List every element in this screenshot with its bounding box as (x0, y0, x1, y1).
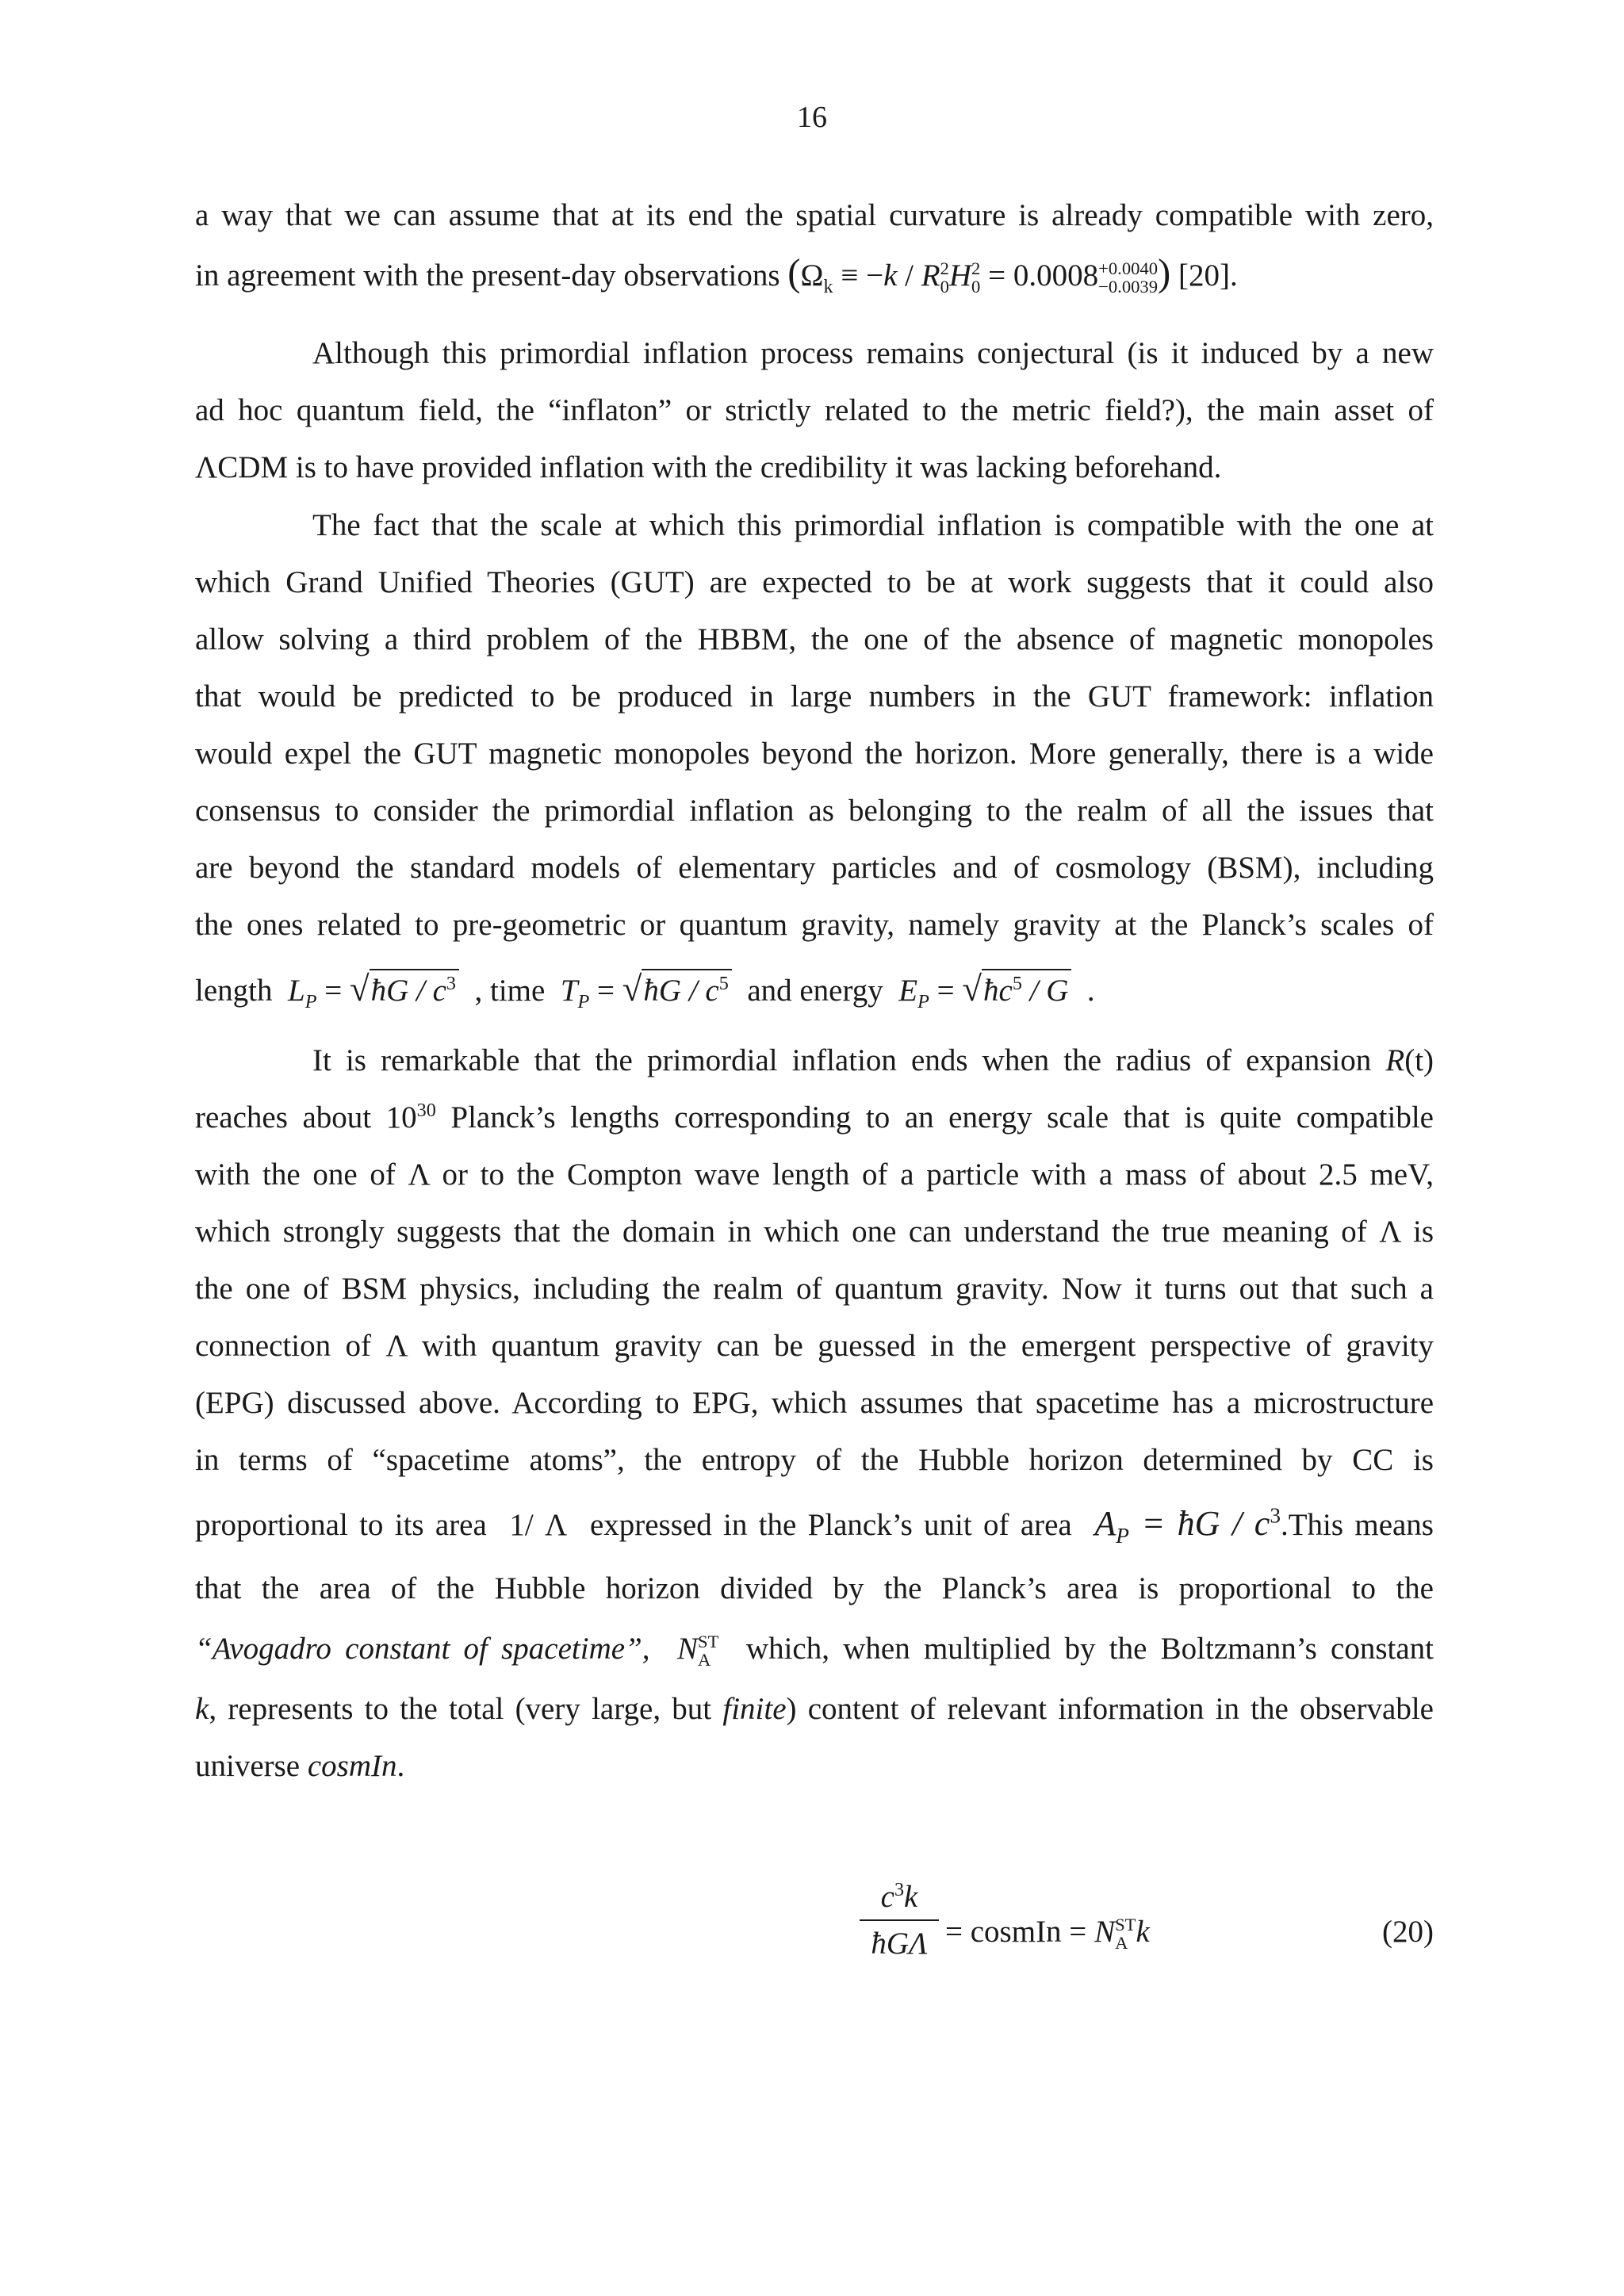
paragraph-4-line-8: in terms of “spacetime atoms”, the entropy of the Hubble horizon determined by CC is (195, 1443, 1434, 1477)
planck-area-formula: $A_P$ = ħG / $c^3$ (1094, 1503, 1281, 1548)
paragraph-1-line-2-text: in agreement with the present-day observations (195, 258, 780, 293)
planck-time-formula: $T_P$ = √ħG / $c^5$ (561, 974, 740, 1008)
paragraph-1-line-1: a way that we can assume that at its end the spatial curvature is already compatible with zero, (195, 198, 1434, 232)
paragraph-3-line-1: The fact that the scale at which this primordial inflation is compatible with the one at (312, 508, 1434, 542)
citation-20: [20]. (1178, 258, 1238, 293)
equation-20-denominator: ħGΛ (871, 1927, 928, 1961)
planck-energy-formula: $E_P$ = $√ħc^5$ / G (898, 974, 1079, 1008)
paragraph-4-line-7: (EPG) discussed above. According to EPG, which assumes that spacetime has a microstructure (195, 1386, 1434, 1420)
paragraph-4-line-10: that the area of the Hubble horizon divided by the Planck’s area is proportional to the (195, 1571, 1434, 1605)
paragraph-2-line-2: ad hoc quantum field, the “inflaton” or strictly related to the metric field?), the main asset of (195, 393, 1434, 427)
paragraph-4-line-5: the one of BSM physics, including the realm of quantum gravity. Now it turns out that such a (195, 1272, 1434, 1306)
paragraph-4-line-4: which strongly suggests that the domain in which one can understand the true meaning of Λ is (195, 1215, 1434, 1249)
paragraph-3-line-4: that would be predicted to be produced in large numbers in the GUT framework: inflation (195, 679, 1434, 714)
paragraph-2 (195, 325, 1434, 496)
paragraph-3 (195, 497, 1434, 1026)
paragraph-4-line-12: k, represents to the total (very large, but finite) content of relevant information in the observable (195, 1692, 1434, 1726)
paragraph-2-line-1: Although this primordial inflation process remains conjectural (is it induced by a new (312, 336, 1434, 370)
paragraph-3-line-7: are beyond the standard models of elementary particles and of cosmology (BSM), including (195, 851, 1434, 885)
planck-length-formula: $L_P$ = √ħG / $c^3$ (288, 974, 467, 1008)
equation-20 (195, 1879, 1434, 1990)
paragraph-4-line-11: “Avogadro constant of spacetime”, N ST A which, when multiplied by the Boltzmann’s constant (195, 1632, 1434, 1670)
paragraph-4 (195, 1032, 1434, 1795)
paragraph-1-line-2 (195, 244, 1434, 304)
inverse-lambda: 1/ Λ (509, 1508, 568, 1542)
avogadro-spacetime-symbol: N ST A (677, 1632, 719, 1670)
paragraph-3-line-8: the ones related to pre-geometric or quantum gravity, namely gravity at the Planck’s scales of (195, 908, 1434, 942)
paragraph-4-line-3: with the one of Λ or to the Compton wave length of a particle with a mass of about 2.5 meV, (195, 1158, 1434, 1192)
paragraph-3-line-5: would expel the GUT magnetic monopoles beyond the horizon. More generally, there is a wide (195, 737, 1434, 771)
equation-20-rhs: = cosmIn = N ST A k (945, 1915, 1150, 1954)
paragraph-3-line-9: length $L_P$ = √ħG / $c^3$ , time $T_P$ = √ħG / $c^5$ and energy $E_P$ = $√ħc^5$ / G . (195, 969, 1095, 1012)
equation-20-numerator: $c^3k$ (860, 1879, 939, 1921)
paragraph-2-line-3: ΛCDM is to have provided inflation with the credibility it was lacking beforehand. (195, 450, 1222, 484)
paragraph-4-line-13: universe cosmIn. (195, 1749, 405, 1783)
paragraph-1 (195, 187, 1434, 304)
paragraph-4-line-2: reaches about $10^{30}$ Planck’s lengths corresponding to an energy scale that is quite compatible (195, 1100, 1434, 1135)
paragraph-3-line-2: which Grand Unified Theories (GUT) are expected to be at work suggests that it could also (195, 565, 1434, 599)
paragraph-4-line-9: proportional to its area 1/ Λ expressed in the Planck’s unit of area $A_P$ = ħG / $c^3.This$ means (195, 1503, 1434, 1548)
paragraph-4-line-6: connection of Λ with quantum gravity can be guessed in the emergent perspective of gravity (195, 1329, 1434, 1363)
paragraph-3-line-3: allow solving a third problem of the HBBM, the one of the absence of magnetic monopoles (195, 622, 1434, 656)
equation-20-fraction (860, 1879, 939, 1961)
page-number: 16 (797, 101, 827, 134)
paragraph-3-line-6: consensus to consider the primordial inflation as belonging to the realm of all the issues that (195, 794, 1434, 828)
curvature-formula: ($\Omega_k \equiv -k / R$ 2 0 H 2 0 = 0.0008 +0.0040 −0.0039 ) (787, 251, 1171, 297)
paragraph-4-line-1: It is remarkable that the primordial inflation ends when the radius of expansion R(t) (312, 1043, 1434, 1077)
equation-number: (20) (1382, 1915, 1434, 1949)
